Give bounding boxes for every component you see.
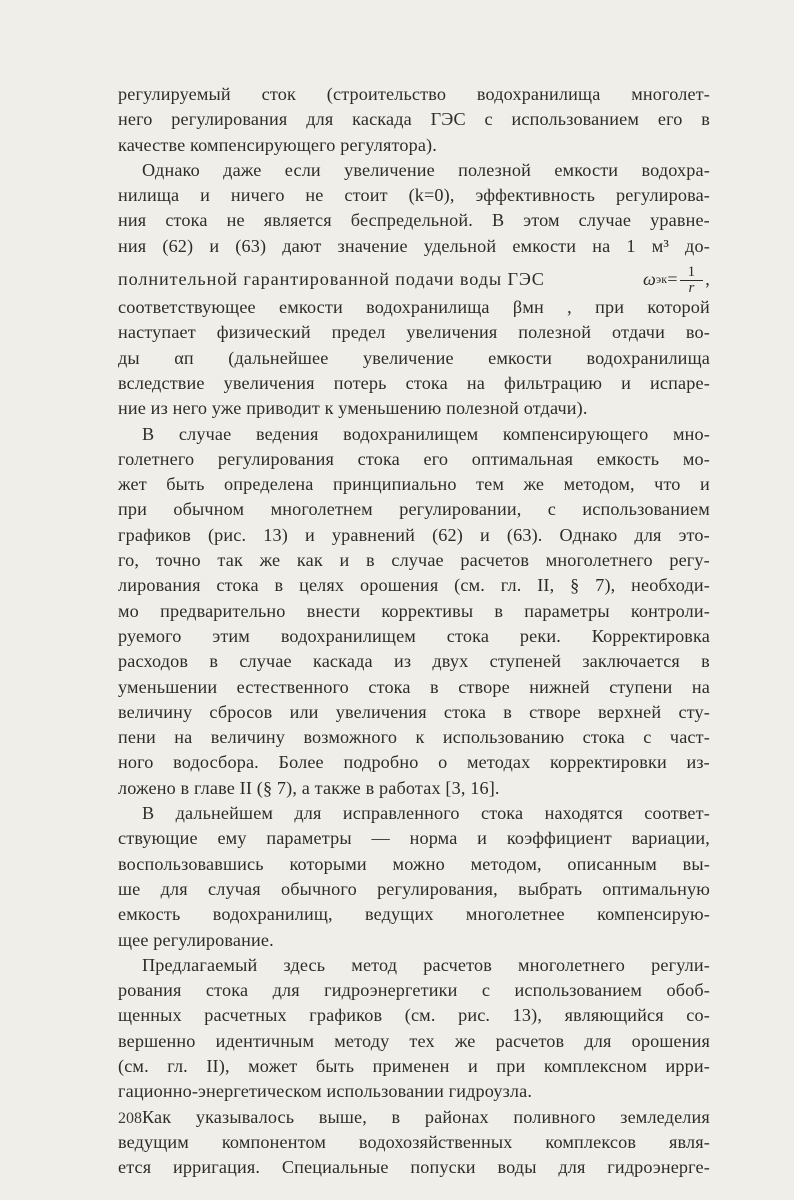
text-line: величину сбросов или увеличения стока в створе верхней сту- (118, 701, 710, 722)
text-line: качестве компенсирующего регулятора). (118, 134, 437, 155)
text-line: Как указывалось выше, в районах поливного земледелия (142, 1106, 710, 1127)
text-line: голетнего регулирования стока его оптимальная емкость мо- (118, 448, 710, 469)
text-line: го, точно так же как и в случае расчетов многолетнего регу- (118, 550, 710, 571)
text-line: гационно-энергетическом использовании гидроузла. (118, 1081, 533, 1102)
text-line: наступает физический предел увеличения полезной отдачи во- (118, 322, 710, 343)
text-line: при обычном многолетнем регулировании, с использованием (118, 499, 710, 520)
text-line: ния стока не является беспредельной. В этом случае уравне- (118, 210, 710, 231)
text-line: жет быть определена принципиально тем же методом, что и (118, 474, 710, 495)
text-line: мо предварительно внести коррективы в параметры контроли- (118, 600, 710, 621)
text-line: него регулирования для каскада ГЭС с использованием его в (118, 109, 710, 130)
text-line: нилища и ничего не стоит (k=0), эффективность регулирова- (118, 185, 710, 206)
page-number: 208 (118, 1110, 142, 1127)
text-line: пени на величину возможного к использованию стока с част- (118, 727, 710, 748)
text-line: ведущим компонентом водохозяйственных комплексов явля- (118, 1131, 710, 1152)
page-body (118, 82, 710, 1180)
formula-expression: ω эк = $\frac{1}{r}$ , (642, 263, 710, 296)
text-line: графиков (рис. 13) и уравнений (62) и (63). Однако для это- (118, 524, 710, 545)
text-line: соответствующее емкости водохранилища βмн , при которой (118, 297, 710, 318)
text-line: лирования стока в целях орошения (см. гл. II, § 7), необходи- (118, 575, 710, 596)
text-line: (см. гл. II), может быть применен и при комплексном ирри- (118, 1055, 710, 1076)
text-line: В случае ведения водохранилищем компенсирующего мно- (142, 423, 710, 444)
text-line: руемого этим водохранилищем стока реки. Корректировка (118, 625, 710, 646)
text-line: ложено в главе II (§ 7), а также в работах [3, 16]. (118, 777, 500, 798)
formula-fraction: $\frac{1}{r}$ (680, 265, 704, 296)
text-line: ния (62) и (63) дают значение удельной емкости на 1 м³ до- (118, 235, 710, 256)
text-line: ствующие ему параметры — норма и коэффициент вариации, (118, 828, 710, 849)
text-line: вершенно идентичным методу тех же расчетов для орошения (118, 1030, 710, 1051)
text-line: ется ирригация. Специальные попуски воды для гидроэнерге- (118, 1157, 710, 1178)
text-line: вследствие увеличения потерь стока на фильтрацию и испаре- (118, 372, 710, 393)
text-line: регулируемый сток (строительство водохранилища многолет- (118, 84, 710, 104)
formula-prefix: полнительной гарантированной подачи воды ГЭС (118, 269, 545, 290)
text-line: воспользовавшись которыми можно методом, описанным вы- (118, 853, 710, 874)
text-line: уменьшении естественного стока в створе нижней ступени на (118, 676, 710, 697)
text-line: Предлагаемый здесь метод расчетов многолетнего регули- (142, 954, 710, 975)
text-line: Однако даже если увеличение полезной емкости водохра- (142, 159, 710, 180)
text-line: ного водосбора. Более подробно о методах корректировки из- (118, 752, 710, 773)
text-line: рования стока для гидроэнергетики с использованием обоб- (118, 980, 710, 1001)
text-line: ше для случая обычного регулирования, выбрать оптимальную (118, 878, 710, 899)
text-line: ние из него уже приводит к уменьшению полезной отдачи). (118, 398, 588, 419)
text-line: емкость водохранилищ, ведущих многолетнее компенсирую- (118, 904, 710, 925)
text-line: В дальнейшем для исправленного стока находятся соответ- (142, 803, 710, 824)
formula-line (118, 265, 710, 295)
text-line: расходов в случае каскада из двух ступеней заключается в (118, 651, 710, 672)
text-line: ды αп (дальнейшее увеличение емкости водохранилища (118, 347, 710, 368)
text-line: щенных расчетных графиков (см. рис. 13), являющийся со- (118, 1005, 710, 1026)
text-line: щее регулирование. (118, 929, 274, 950)
